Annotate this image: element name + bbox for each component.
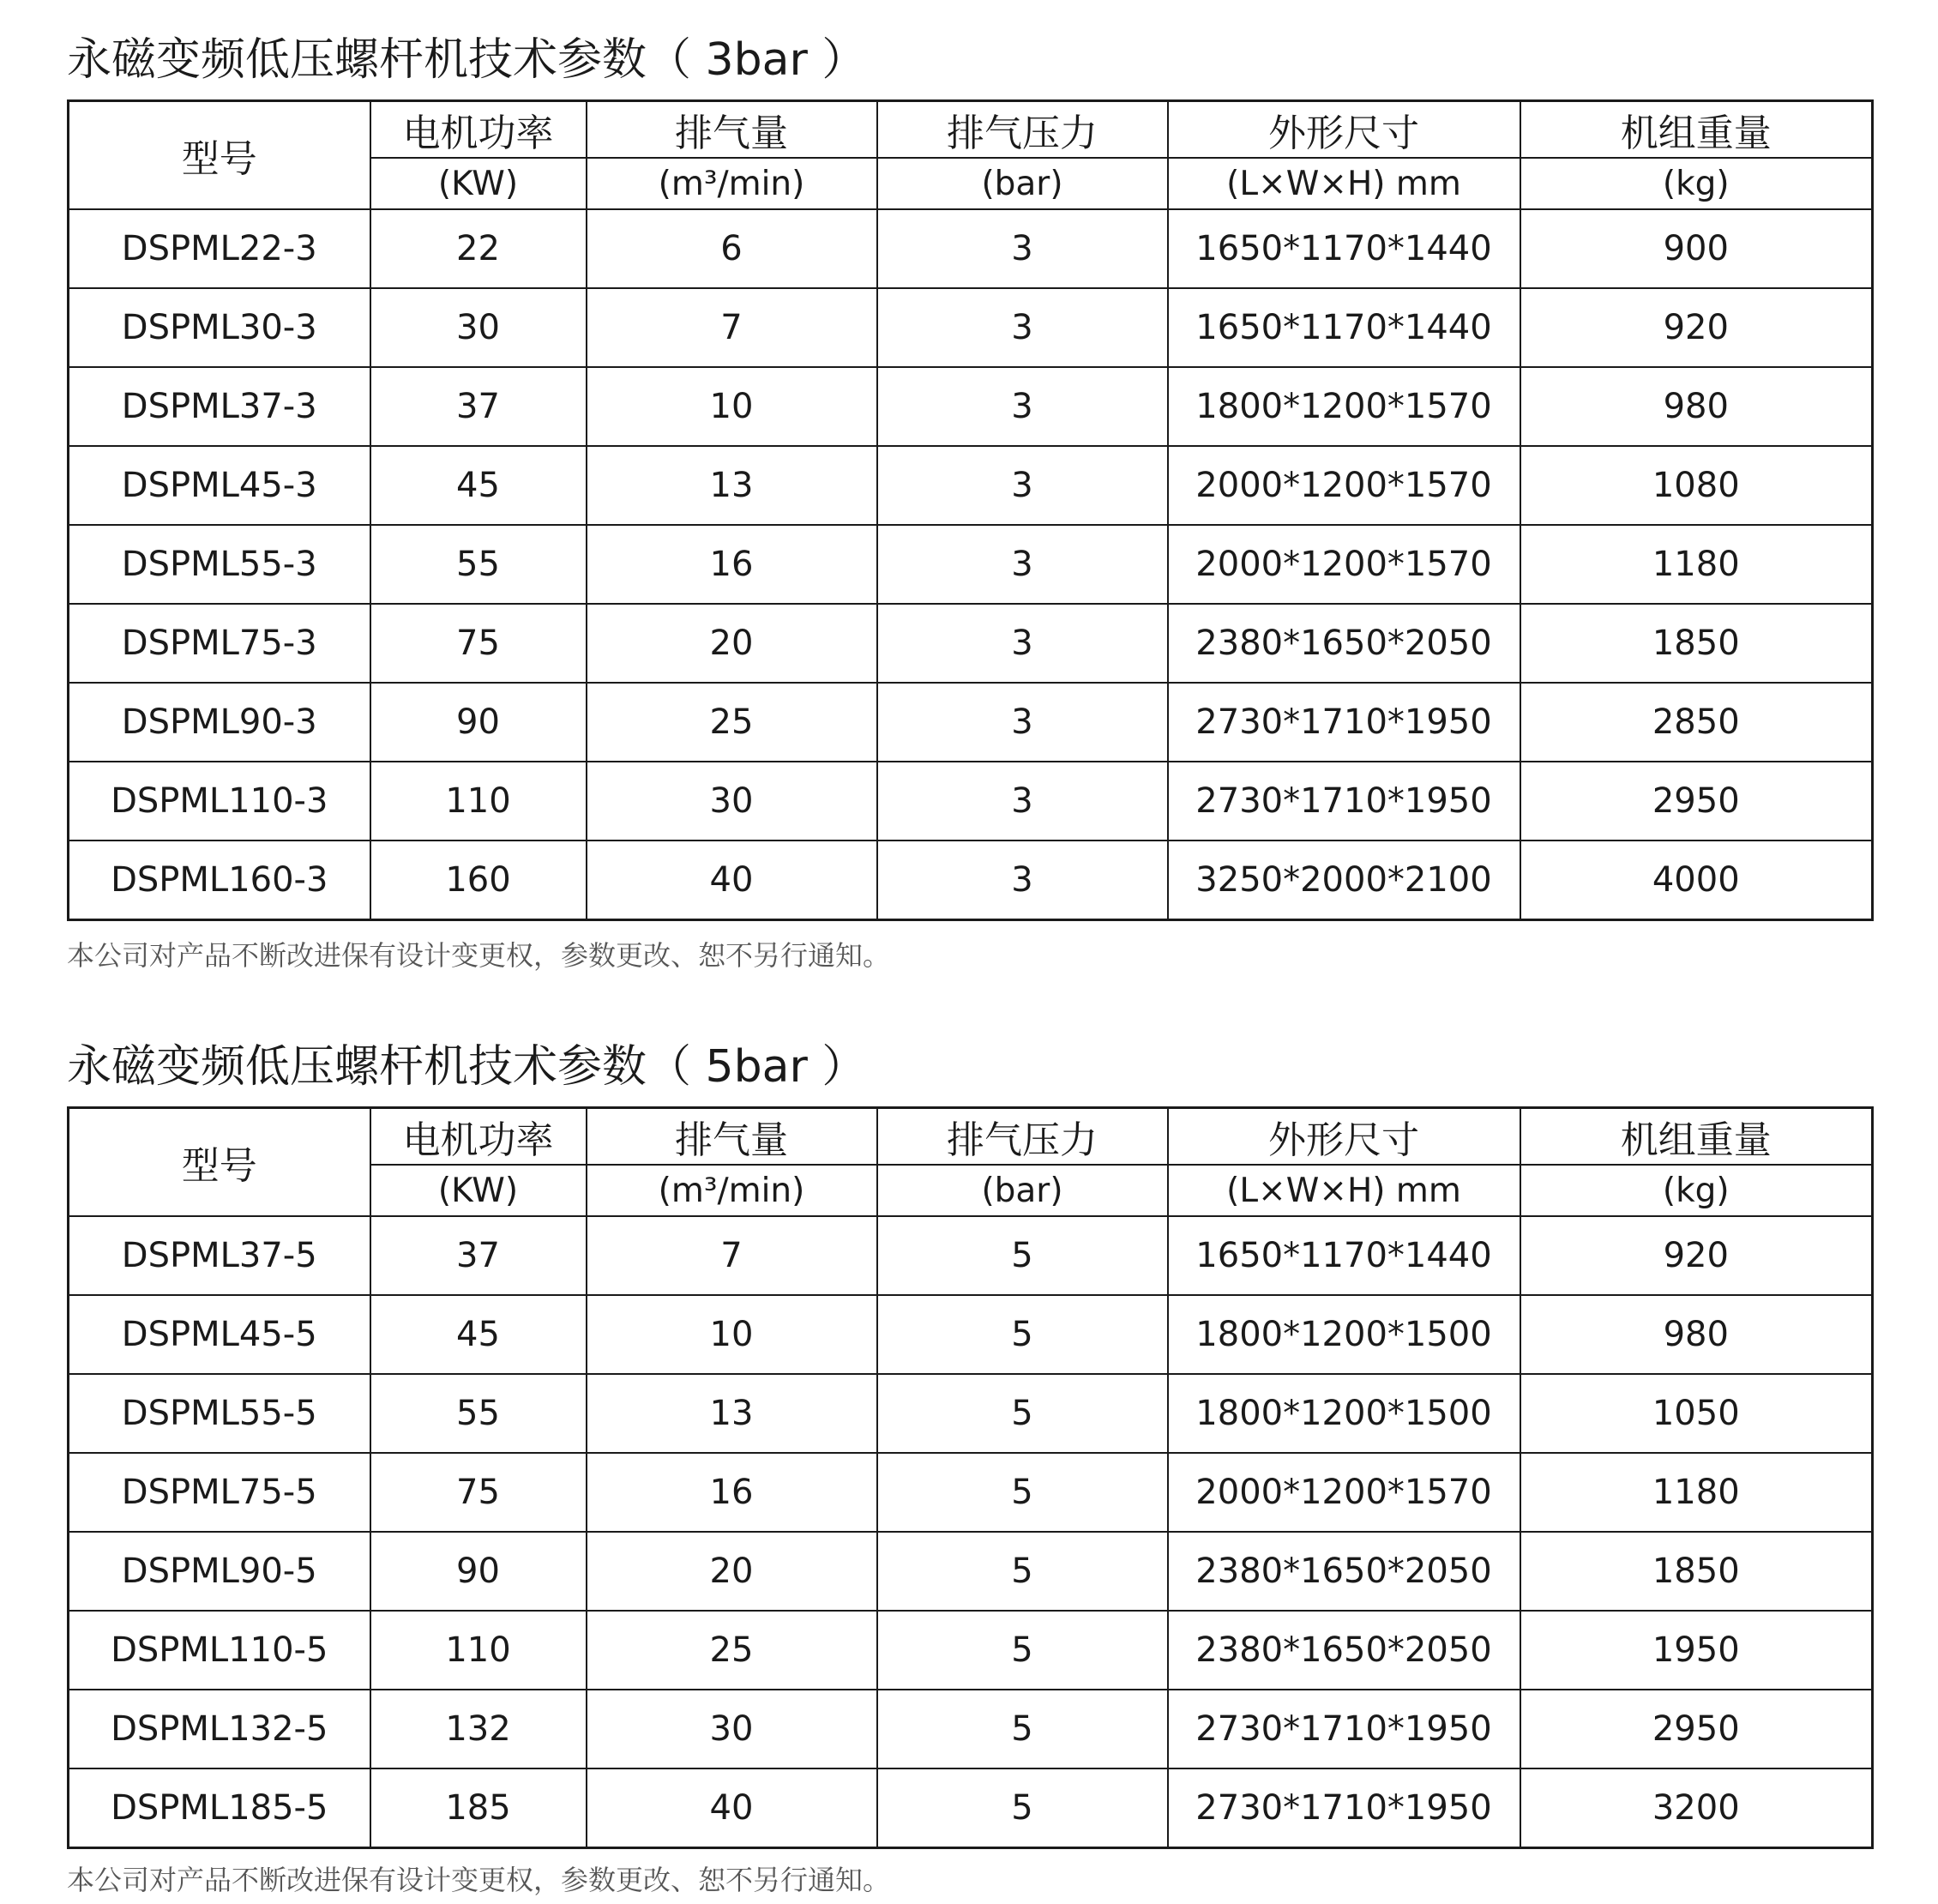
header-power-unit: (KW) <box>370 158 587 209</box>
cell-weight: 4000 <box>1520 841 1873 920</box>
cell-pressure: 5 <box>877 1374 1168 1453</box>
cell-power: 90 <box>370 683 587 762</box>
header-flow: 排气量 <box>587 1108 877 1166</box>
cell-power: 30 <box>370 288 587 367</box>
cell-size: 2730*1710*1950 <box>1168 683 1520 762</box>
cell-model: DSPML160-3 <box>69 841 370 920</box>
cell-flow: 30 <box>587 1690 877 1768</box>
table-row <box>69 288 1873 367</box>
table-row <box>69 683 1873 762</box>
spec-table-title: 永磁变频低压螺杆机技术参数（ 5bar ） <box>67 1041 867 1093</box>
header-model: 型号 <box>69 1108 370 1217</box>
cell-power: 110 <box>370 762 587 841</box>
cell-pressure: 5 <box>877 1216 1168 1295</box>
table-row <box>69 1374 1873 1453</box>
cell-power: 110 <box>370 1611 587 1690</box>
header-pressure: 排气压力 <box>877 1108 1168 1166</box>
cell-size: 2730*1710*1950 <box>1168 1768 1520 1848</box>
header-flow-unit: (m³/min) <box>587 158 877 209</box>
cell-flow: 20 <box>587 604 877 683</box>
cell-pressure: 3 <box>877 446 1168 525</box>
cell-weight: 1180 <box>1520 525 1873 604</box>
spec-table <box>67 99 1874 921</box>
cell-power: 90 <box>370 1532 587 1611</box>
cell-pressure: 3 <box>877 367 1168 446</box>
cell-pressure: 5 <box>877 1690 1168 1768</box>
header-flow: 排气量 <box>587 101 877 159</box>
header-weight: 机组重量 <box>1520 1108 1873 1166</box>
cell-weight: 900 <box>1520 209 1873 288</box>
cell-size: 1800*1200*1570 <box>1168 367 1520 446</box>
table-row <box>69 1453 1873 1532</box>
disclaimer-note: 本公司对产品不断改进保有设计变更权，参数更改、恕不另行通知。 <box>67 939 891 972</box>
header-size: 外形尺寸 <box>1168 1108 1520 1166</box>
disclaimer-note: 本公司对产品不断改进保有设计变更权，参数更改、恕不另行通知。 <box>67 1864 891 1896</box>
cell-size: 2380*1650*2050 <box>1168 1611 1520 1690</box>
cell-flow: 40 <box>587 841 877 920</box>
cell-model: DSPML37-5 <box>69 1216 370 1295</box>
cell-size: 1650*1170*1440 <box>1168 1216 1520 1295</box>
cell-pressure: 3 <box>877 683 1168 762</box>
cell-weight: 3200 <box>1520 1768 1873 1848</box>
table-row <box>69 1216 1873 1295</box>
cell-model: DSPML110-3 <box>69 762 370 841</box>
table-row <box>69 1611 1873 1690</box>
cell-flow: 30 <box>587 762 877 841</box>
cell-model: DSPML55-3 <box>69 525 370 604</box>
cell-flow: 16 <box>587 525 877 604</box>
table-row <box>69 1295 1873 1374</box>
table-row <box>69 762 1873 841</box>
cell-weight: 1050 <box>1520 1374 1873 1453</box>
header-pressure-unit: (bar) <box>877 1165 1168 1216</box>
table-row <box>69 209 1873 288</box>
cell-pressure: 3 <box>877 604 1168 683</box>
cell-size: 2730*1710*1950 <box>1168 762 1520 841</box>
cell-flow: 16 <box>587 1453 877 1532</box>
cell-size: 3250*2000*2100 <box>1168 841 1520 920</box>
cell-power: 160 <box>370 841 587 920</box>
cell-weight: 1180 <box>1520 1453 1873 1532</box>
cell-pressure: 5 <box>877 1768 1168 1848</box>
cell-power: 37 <box>370 367 587 446</box>
table-row <box>69 604 1873 683</box>
cell-weight: 1950 <box>1520 1611 1873 1690</box>
header-weight-unit: (kg) <box>1520 158 1873 209</box>
header-pressure-unit: (bar) <box>877 158 1168 209</box>
cell-size: 1650*1170*1440 <box>1168 288 1520 367</box>
cell-pressure: 5 <box>877 1532 1168 1611</box>
cell-pressure: 3 <box>877 209 1168 288</box>
cell-model: DSPML30-3 <box>69 288 370 367</box>
cell-model: DSPML90-3 <box>69 683 370 762</box>
cell-model: DSPML45-5 <box>69 1295 370 1374</box>
header-weight-unit: (kg) <box>1520 1165 1873 1216</box>
cell-size: 1800*1200*1500 <box>1168 1295 1520 1374</box>
spec-table <box>67 1106 1874 1849</box>
cell-flow: 6 <box>587 209 877 288</box>
header-power: 电机功率 <box>370 101 587 159</box>
header-pressure: 排气压力 <box>877 101 1168 159</box>
cell-flow: 25 <box>587 1611 877 1690</box>
cell-weight: 1080 <box>1520 446 1873 525</box>
cell-model: DSPML132-5 <box>69 1690 370 1768</box>
cell-flow: 13 <box>587 1374 877 1453</box>
table-row <box>69 525 1873 604</box>
cell-flow: 7 <box>587 288 877 367</box>
header-power-unit: (KW) <box>370 1165 587 1216</box>
spec-section-5bar <box>67 1036 1871 1899</box>
cell-model: DSPML110-5 <box>69 1611 370 1690</box>
cell-weight: 2950 <box>1520 762 1873 841</box>
cell-flow: 20 <box>587 1532 877 1611</box>
spec-section-3bar <box>67 29 1871 974</box>
header-power: 电机功率 <box>370 1108 587 1166</box>
cell-weight: 1850 <box>1520 604 1873 683</box>
cell-size: 2000*1200*1570 <box>1168 525 1520 604</box>
table-row <box>69 841 1873 920</box>
cell-flow: 7 <box>587 1216 877 1295</box>
cell-power: 55 <box>370 525 587 604</box>
cell-weight: 2850 <box>1520 683 1873 762</box>
cell-model: DSPML75-3 <box>69 604 370 683</box>
cell-size: 1650*1170*1440 <box>1168 209 1520 288</box>
table-row <box>69 1768 1873 1848</box>
cell-size: 2380*1650*2050 <box>1168 604 1520 683</box>
cell-model: DSPML75-5 <box>69 1453 370 1532</box>
cell-size: 2000*1200*1570 <box>1168 1453 1520 1532</box>
cell-pressure: 3 <box>877 841 1168 920</box>
cell-power: 22 <box>370 209 587 288</box>
cell-power: 75 <box>370 1453 587 1532</box>
cell-weight: 920 <box>1520 1216 1873 1295</box>
table-row <box>69 1690 1873 1768</box>
cell-flow: 13 <box>587 446 877 525</box>
header-size: 外形尺寸 <box>1168 101 1520 159</box>
spec-table-title: 永磁变频低压螺杆机技术参数（ 3bar ） <box>67 34 867 86</box>
cell-power: 45 <box>370 446 587 525</box>
header-size-unit: (L×W×H) mm <box>1168 158 1520 209</box>
table-row <box>69 446 1873 525</box>
cell-model: DSPML185-5 <box>69 1768 370 1848</box>
cell-model: DSPML22-3 <box>69 209 370 288</box>
cell-power: 55 <box>370 1374 587 1453</box>
cell-pressure: 5 <box>877 1295 1168 1374</box>
table-row <box>69 367 1873 446</box>
cell-pressure: 5 <box>877 1453 1168 1532</box>
cell-size: 1800*1200*1500 <box>1168 1374 1520 1453</box>
cell-size: 2730*1710*1950 <box>1168 1690 1520 1768</box>
cell-model: DSPML37-3 <box>69 367 370 446</box>
cell-pressure: 3 <box>877 762 1168 841</box>
cell-weight: 980 <box>1520 1295 1873 1374</box>
cell-weight: 980 <box>1520 367 1873 446</box>
header-flow-unit: (m³/min) <box>587 1165 877 1216</box>
cell-pressure: 5 <box>877 1611 1168 1690</box>
cell-size: 2000*1200*1570 <box>1168 446 1520 525</box>
cell-weight: 920 <box>1520 288 1873 367</box>
cell-power: 45 <box>370 1295 587 1374</box>
cell-model: DSPML45-3 <box>69 446 370 525</box>
cell-flow: 40 <box>587 1768 877 1848</box>
table-row <box>69 1532 1873 1611</box>
cell-flow: 25 <box>587 683 877 762</box>
cell-weight: 1850 <box>1520 1532 1873 1611</box>
cell-model: DSPML90-5 <box>69 1532 370 1611</box>
cell-weight: 2950 <box>1520 1690 1873 1768</box>
cell-power: 37 <box>370 1216 587 1295</box>
cell-power: 75 <box>370 604 587 683</box>
cell-pressure: 3 <box>877 525 1168 604</box>
cell-power: 185 <box>370 1768 587 1848</box>
header-size-unit: (L×W×H) mm <box>1168 1165 1520 1216</box>
cell-flow: 10 <box>587 1295 877 1374</box>
cell-pressure: 3 <box>877 288 1168 367</box>
cell-power: 132 <box>370 1690 587 1768</box>
cell-size: 2380*1650*2050 <box>1168 1532 1520 1611</box>
cell-flow: 10 <box>587 367 877 446</box>
header-weight: 机组重量 <box>1520 101 1873 159</box>
header-model: 型号 <box>69 101 370 210</box>
cell-model: DSPML55-5 <box>69 1374 370 1453</box>
